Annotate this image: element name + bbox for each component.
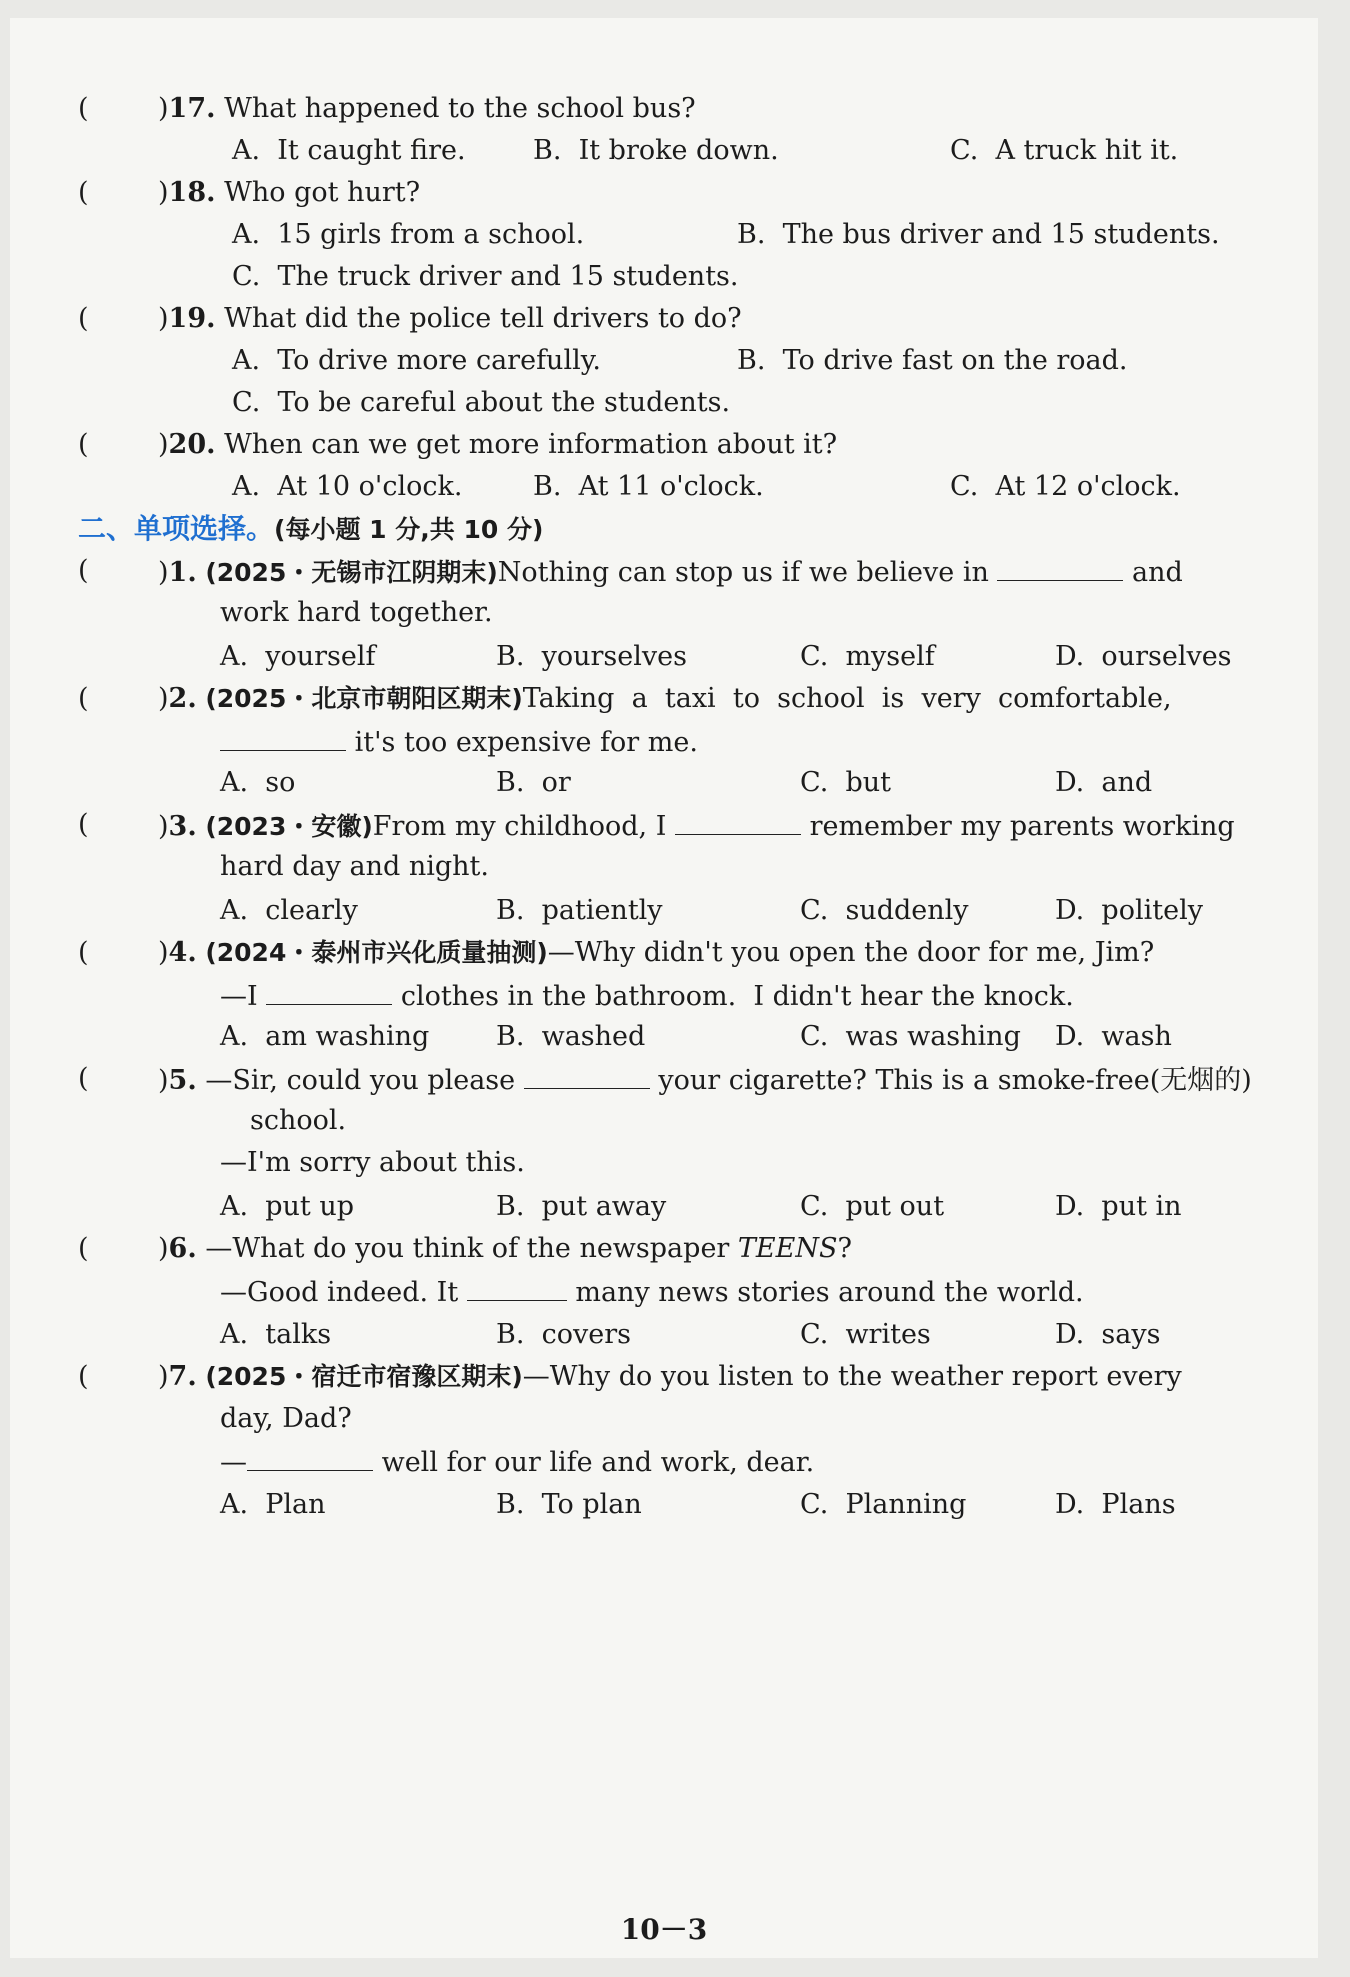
option-2-c: C. but [800, 767, 891, 798]
section-note: (每小题 1 分,共 10 分) [274, 515, 544, 544]
option-19-b: B. To drive fast on the road. [737, 345, 1128, 376]
question-2-line1: )2. (2025・北京市朝阳区期末)Taking a taxi to school is very comfortable, [158, 683, 1172, 714]
question-18: )18. Who got hurt? [158, 177, 421, 208]
question-1-line1: )1. (2025・无锡市江阴期末)Nothing can stop us if we believe in and [158, 554, 1183, 590]
answer-paren-2: ( [78, 683, 89, 714]
answer-paren-3: ( [78, 809, 89, 840]
answer-paren-7: ( [78, 1361, 89, 1392]
blank-6[interactable] [467, 1274, 567, 1301]
option-17-b: B. It broke down. [533, 135, 779, 166]
option-6-b: B. covers [496, 1319, 631, 1350]
answer-paren-6: ( [78, 1233, 89, 1264]
option-18-b: B. The bus driver and 15 students. [737, 219, 1220, 250]
page-number: 10－3 [620, 1913, 708, 1946]
option-3-a: A. clearly [220, 895, 358, 926]
option-7-d: D. Plans [1055, 1489, 1176, 1520]
answer-paren-4: ( [78, 937, 89, 968]
option-1-d: D. ourselves [1055, 641, 1232, 672]
section-title: 二、单项选择。 [78, 512, 275, 545]
question-5-line1: )5. —Sir, could you please your cigarette? This is a smoke-free(无烟的) [158, 1062, 1252, 1098]
answer-paren-18: ( [78, 177, 89, 208]
question-3-source: (2023・安徽) [205, 812, 373, 841]
question-5-line2: school. [250, 1105, 347, 1136]
option-18-a: A. 15 girls from a school. [232, 219, 585, 250]
option-20-c: C. At 12 o'clock. [950, 471, 1181, 502]
question-1-source: (2025・无锡市江阴期末) [205, 558, 498, 587]
question-3-line1: )3. (2023・安徽)From my childhood, I remember my parents working [158, 808, 1235, 844]
option-4-a: A. am washing [220, 1021, 430, 1052]
option-6-d: D. says [1055, 1319, 1161, 1350]
answer-paren-17: ( [78, 93, 89, 124]
option-5-d: D. put in [1055, 1191, 1182, 1222]
option-6-c: C. writes [800, 1319, 931, 1350]
option-1-b: B. yourselves [496, 641, 687, 672]
option-3-c: C. suddenly [800, 895, 969, 926]
question-4-line2: —I clothes in the bathroom. I didn't hear the knock. [220, 978, 1074, 1014]
option-4-b: B. washed [496, 1021, 646, 1052]
question-19: )19. What did the police tell drivers to do? [158, 303, 742, 334]
blank-1[interactable] [997, 554, 1123, 581]
question-17: )17. What happened to the school bus? [158, 93, 696, 124]
option-1-c: C. myself [800, 641, 935, 672]
option-5-b: B. put away [496, 1191, 667, 1222]
question-1-line2: work hard together. [220, 597, 493, 628]
blank-3[interactable] [675, 808, 801, 835]
question-2-line2: it's too expensive for me. [220, 724, 698, 760]
option-5-c: C. put out [800, 1191, 945, 1222]
option-4-d: D. wash [1055, 1021, 1172, 1052]
option-7-b: B. To plan [496, 1489, 642, 1520]
question-5-line3: —I'm sorry about this. [220, 1147, 525, 1178]
option-19-a: A. To drive more carefully. [232, 345, 601, 376]
worksheet-page [10, 18, 1318, 1958]
answer-paren-1: ( [78, 555, 89, 586]
question-4-source: (2024・泰州市兴化质量抽测) [205, 938, 548, 967]
option-18-c: C. The truck driver and 15 students. [232, 261, 739, 292]
question-4-line1: )4. (2024・泰州市兴化质量抽测)—Why didn't you open the door for me, Jim? [158, 937, 1155, 968]
blank-5[interactable] [524, 1062, 650, 1089]
option-2-a: A. so [220, 767, 296, 798]
question-6-line2: —Good indeed. It many news stories around the world. [220, 1274, 1084, 1310]
question-2-source: (2025・北京市朝阳区期末) [205, 684, 523, 713]
option-2-d: D. and [1055, 767, 1153, 798]
answer-paren-20: ( [78, 429, 89, 460]
option-3-d: D. politely [1055, 895, 1203, 926]
question-6-line1: )6. —What do you think of the newspaper TEENS? [158, 1233, 852, 1264]
option-3-b: B. patiently [496, 895, 663, 926]
answer-paren-19: ( [78, 303, 89, 334]
question-7-line3: — well for our life and work, dear. [220, 1444, 814, 1480]
question-3-line2: hard day and night. [220, 851, 489, 882]
section-heading [78, 512, 543, 547]
option-20-b: B. At 11 o'clock. [533, 471, 764, 502]
option-2-b: B. or [496, 767, 571, 798]
option-17-a: A. It caught fire. [232, 135, 466, 166]
question-7-line2: day, Dad? [220, 1403, 352, 1434]
option-17-c: C. A truck hit it. [950, 135, 1179, 166]
question-20: )20. When can we get more information about it? [158, 429, 838, 460]
option-7-a: A. Plan [220, 1489, 326, 1520]
blank-7[interactable] [247, 1444, 373, 1471]
question-7-source: (2025・宿迁市宿豫区期末) [205, 1362, 523, 1391]
question-7-line1: )7. (2025・宿迁市宿豫区期末)—Why do you listen to the weather report every [158, 1361, 1182, 1392]
blank-4[interactable] [266, 978, 392, 1005]
option-4-c: C. was washing [800, 1021, 1021, 1052]
option-7-c: C. Planning [800, 1489, 967, 1520]
answer-paren-5: ( [78, 1063, 89, 1094]
option-6-a: A. talks [220, 1319, 332, 1350]
option-19-c: C. To be careful about the students. [232, 387, 731, 418]
option-20-a: A. At 10 o'clock. [232, 471, 463, 502]
option-1-a: A. yourself [220, 641, 376, 672]
option-5-a: A. put up [220, 1191, 355, 1222]
blank-2[interactable] [220, 724, 346, 751]
